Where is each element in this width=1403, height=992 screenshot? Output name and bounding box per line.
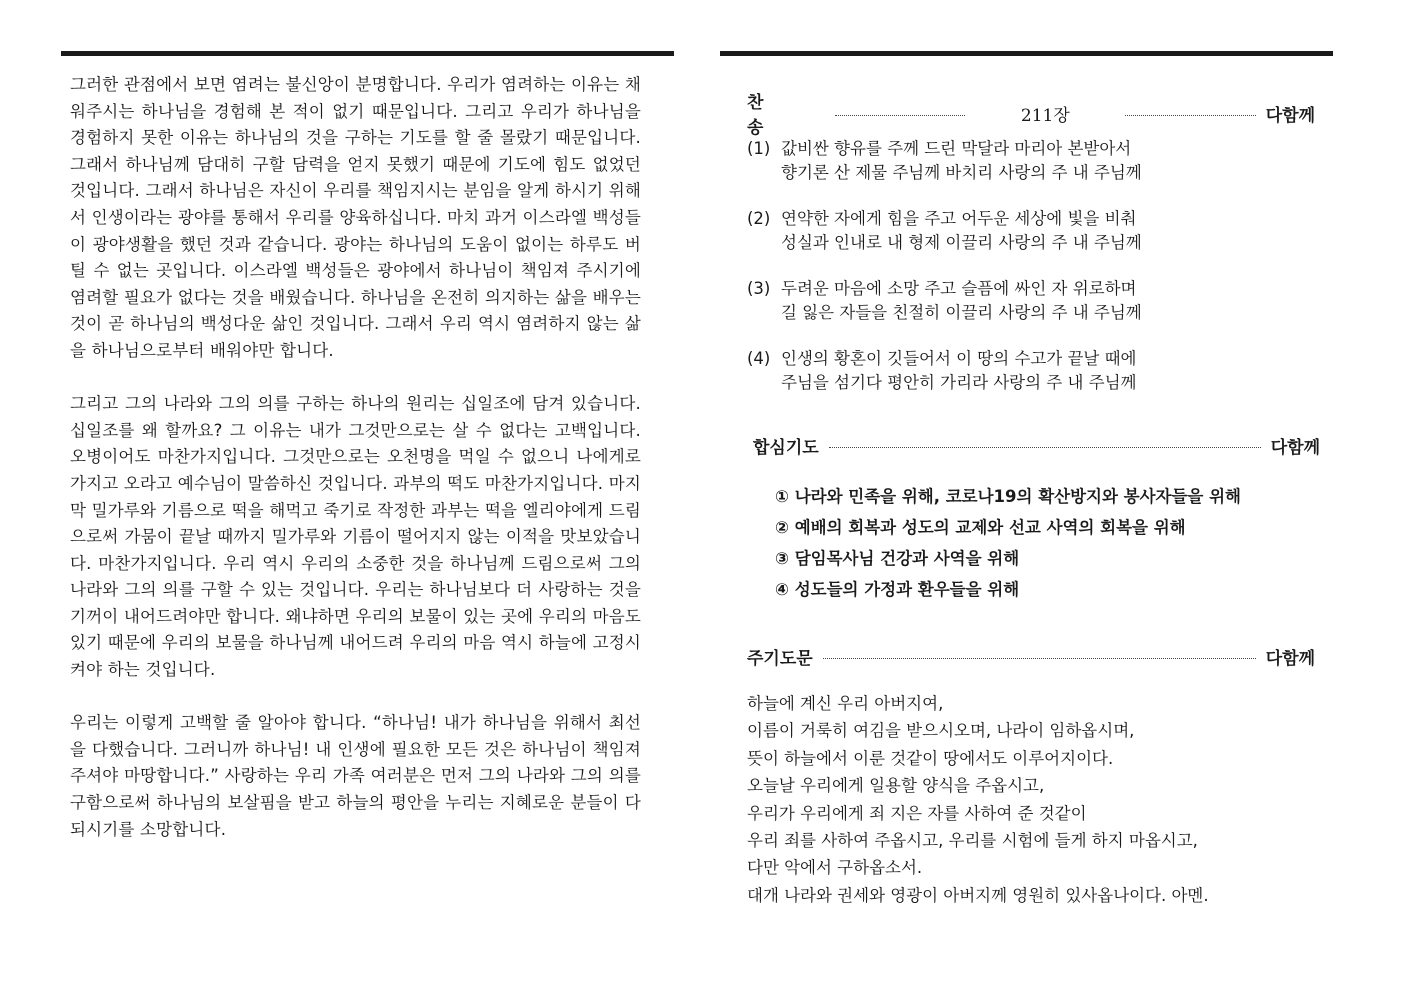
sermon-body	[70, 72, 641, 843]
lords-prayer-title: 주기도문	[747, 649, 813, 669]
verse-line: 인생의 황혼이 깃들어서 이 땅의 수고가 끝날 때에	[781, 349, 1137, 368]
prayer-item: ① 나라와 민족을 위해, 코로나19의 확산방지와 봉사자들을 위해	[775, 487, 1241, 506]
hymn-verse	[747, 277, 1307, 325]
verse-line: 향기론 산 제물 주님께 바치리 사랑의 주 내 주님께	[781, 163, 1142, 182]
prayer-item: ④ 성도들의 가정과 환우들을 위해	[775, 580, 1020, 599]
lords-prayer-who: 다함께	[1265, 649, 1315, 669]
lords-prayer-line: 이름이 거룩히 여김을 받으시오며, 나라이 임하옵시며,	[747, 721, 1135, 741]
prayer-item: ③ 담임목사님 건강과 사역을 위해	[775, 549, 1020, 568]
verse-number: (3)	[747, 279, 771, 298]
sermon-paragraph-2: 그리고 그의 나라와 그의 의를 구하는 하나의 원리는 십일조에 담겨 있습니다. 십일조를 왜 할까요? 그 이유는 내가 그것만으로는 살 수 없다는 고백입니다. 오병이어도 마찬가지입니다. 그것만으로는 오천명을 먹일 수 없으니 나에게로 가지고 오라고 예수님이 말씀하신 것입니다. 과부의 떡도 마찬가지입니다. 마지막 밀가루와 기름으로 떡을 해먹고 죽기로 작정한 과부는 떡을 엘리야에게 드림으로써 가뭄이 끝날 때까지 밀가루와 기름이 떨어지지 않는 이적을 맛보았습니다. 마찬가지입니다. 우리 역시 우리의 소중한 것을 하나님께 드림으로써 그의 나라와 그의 의를 구할 수 있는 것입니다. 우리는 하나님보다 더 사랑하는 것을 기꺼이 내어드려야만 합니다. 왜냐하면 우리의 보물이 있는 곳에 우리의 마음도 있기 때문에 우리의 보물을 하나님께 내어드려 우리의 마음 역시 하늘에 고정시켜야 하는 것입니다.	[70, 394, 641, 680]
verse-line: 값비싼 향유를 주께 드린 막달라 마리아 본받아서	[781, 139, 1132, 158]
sermon-paragraph-1: 그러한 관점에서 보면 염려는 불신앙이 분명합니다. 우리가 염려하는 이유는 채워주시는 하나님을 경험해 본 적이 없기 때문입니다. 그리고 우리가 하나님을 경험하지 못한 이유는 하나님의 것을 구하는 기도를 할 줄 몰랐기 때문입니다. 그래서 하나님께 담대히 구할 담력을 얻지 못했기 때문에 기도에 힘도 없었던 것입니다. 그래서 하나님은 자신이 우리를 책임지시는 분임을 알게 하시기 위해서 인생이라는 광야를 통해서 우리를 양육하십니다. 마치 과거 이스라엘 백성들이 광야생활을 했던 것과 같습니다. 광야는 하나님의 도움이 없이는 하루도 버틸 수 없는 곳입니다. 이스라엘 백성들은 광야에서 하나님이 책임져 주시기에 염려할 필요가 없다는 것을 배웠습니다. 하나님을 온전히 의지하는 삶을 배우는 것이 곧 하나님의 백성다운 삶인 것입니다. 그래서 우리 역시 염려하지 않는 삶을 하나님으로부터 배워야만 합니다.	[70, 75, 641, 360]
lords-prayer-text	[747, 690, 1317, 909]
hymn-number: 211장	[1020, 105, 1070, 126]
verse-line: 주님을 섬기다 평안히 가리라 사랑의 주 내 주님께	[781, 373, 1137, 392]
hymn-title: 찬 송	[747, 93, 790, 138]
prayer-item: ② 예배의 회복과 성도의 교제와 선교 사역의 회복을 위해	[775, 518, 1186, 537]
lords-prayer-line: 다만 악에서 구하옵소서.	[747, 858, 923, 878]
hymn-verse	[747, 207, 1307, 255]
lords-prayer-line: 하늘에 계신 우리 아버지여,	[747, 694, 944, 713]
hymn-header	[747, 88, 1315, 138]
lords-prayer-line: 우리 죄를 사하여 주옵시고, 우리를 시험에 들게 하지 마옵시고,	[747, 831, 1198, 851]
sermon-paragraph-3: 우리는 이렇게 고백할 줄 알아야 합니다. “하나님! 내가 하나님을 위해서 최선을 다했습니다. 그러니까 하나님! 내 인생에 필요한 모든 것은 하나님이 책임져 주셔야 마땅합니다.” 사랑하는 우리 가족 여러분은 먼저 그의 나라와 그의 의를 구함으로써 하나님의 보살핌을 받고 하늘의 평안을 누리는 지혜로운 분들이 다 되시기를 소망합니다.	[70, 713, 641, 839]
prayer-list	[775, 481, 1325, 605]
verse-line: 연약한 자에게 힘을 주고 어두운 세상에 빛을 비춰	[781, 209, 1137, 228]
hymn-who: 다함께	[1265, 105, 1315, 126]
lords-prayer-line: 뜻이 하늘에서 이룬 것같이 땅에서도 이루어지이다.	[747, 748, 1114, 768]
lords-prayer-line: 우리가 우리에게 죄 지은 자를 사하여 준 것같이	[747, 803, 1087, 823]
top-rule-right	[720, 51, 1333, 56]
lords-prayer-line: 대개 나라와 권세와 영광이 아버지께 영원히 있사옵나이다. 아멘.	[747, 885, 1209, 905]
prayer-title: 합심기도	[753, 438, 819, 458]
top-rule-left	[61, 51, 674, 56]
verse-line: 두려운 마음에 소망 주고 슬픔에 싸인 자 위로하며	[781, 279, 1137, 298]
verse-number: (1)	[747, 139, 771, 158]
hymn-verses	[747, 137, 1307, 417]
verse-number: (4)	[747, 349, 771, 368]
prayer-header	[753, 433, 1320, 458]
leader-dots	[835, 115, 965, 116]
leader-dots	[829, 447, 1261, 448]
hymn-verse	[747, 137, 1307, 185]
verse-number: (2)	[747, 209, 771, 228]
leader-dots	[823, 658, 1256, 659]
hymn-verse	[747, 347, 1307, 395]
leader-dots	[1125, 115, 1255, 116]
lords-prayer-header	[747, 644, 1315, 669]
prayer-who: 다함께	[1270, 438, 1320, 458]
verse-line: 길 잃은 자들을 친절히 이끌리 사랑의 주 내 주님께	[781, 303, 1142, 322]
verse-line: 성실과 인내로 내 형제 이끌리 사랑의 주 내 주님께	[781, 233, 1142, 252]
lords-prayer-line: 오늘날 우리에게 일용할 양식을 주옵시고,	[747, 776, 1045, 796]
